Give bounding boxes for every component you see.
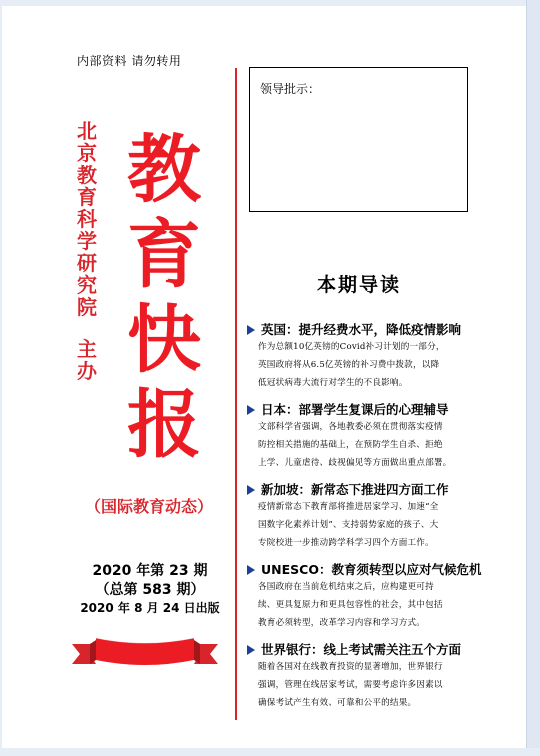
body-line: 疫情新常态下教育部将推进居家学习、加速“全 [258,502,439,512]
guide-item [247,402,487,472]
approval-box [249,67,468,212]
guide-item-heading: 新加坡：新常态下推进四方面工作 [261,482,449,497]
guide-item-heading: 日本：部署学生复课后的心理辅导 [261,402,449,417]
guide-item-body [258,498,487,552]
triangle-bullet-icon [247,325,255,335]
internal-notice: 内部资料 请勿转用 [77,54,182,68]
triangle-bullet-icon [247,485,255,495]
sponsor-role: 主办 [77,337,97,383]
triangle-bullet-icon [247,405,255,415]
triangle-bullet-icon [247,645,255,655]
body-line: 确保考试产生有效、可靠和公平的结果。 [258,698,417,708]
body-line: 国数字化素养计划”、支持弱势家庭的孩子、大 [258,520,439,530]
divider-line [235,68,237,720]
body-line: 续、更具复原力和更具包容性的社会，其中包括 [258,600,443,610]
body-line: 教育必须转型，改革学习内容和学习方式。 [258,618,426,628]
masthead-char: 教 [127,127,201,213]
guide-title: 本期导读 [316,274,401,296]
guide-item-heading: 英国：提升经费水平，降低疫情影响 [261,322,462,337]
page-frame-left [0,0,2,756]
issue-date: 2020 年 8 月 24 日出版 [80,601,220,615]
approval-label: 领导批示： [260,82,321,96]
guide-item-body [258,418,487,472]
body-line: 强调，管理在线居家考试，需要考虑许多因素以 [258,680,443,690]
guide-item-body [258,578,487,632]
guide-item [247,322,487,392]
body-line: 上学、儿童虐待、歧视偏见等方面做出重点部署。 [258,458,452,468]
body-line: 英国政府将从6.5亿英镑的补习费中拨款，以降 [258,360,440,370]
issue-total: （总第 583 期） [95,582,205,598]
masthead-subtitle: （国际教育动态） [84,497,213,516]
masthead-char: 报 [127,382,201,468]
guide-item [247,642,487,712]
guide-item-body [258,658,487,712]
body-line: 防控相关措施的基础上，在预防学生自杀、拒绝 [258,440,443,450]
page-frame-top [0,0,540,6]
masthead-title [114,128,214,468]
guide-list [247,322,487,722]
masthead-char: 育 [127,212,201,298]
issue-number: 2020 年第 23 期 [92,563,208,579]
guide-item [247,562,487,632]
body-line: 作为总额10亿英镑的Covid补习计划的一部分， [258,342,445,352]
guide-item [247,482,487,552]
body-line: 各国政府在当前危机结束之后，应构建更可持 [258,582,434,592]
guide-item-heading: 世界银行：线上考试需关注五个方面 [261,642,462,657]
body-line: 随着各国对在线教育投资的显著增加，世界银行 [258,662,443,672]
body-line: 专院校进一步推动跨学科学习四个方面工作。 [258,538,434,548]
guide-item-body [258,338,487,392]
issue-info [66,562,234,617]
ribbon-ornament [70,632,220,674]
page-frame-bottom [0,748,540,756]
masthead-char: 快 [127,297,201,383]
triangle-bullet-icon [247,565,255,575]
sponsor-org: 北京教育科学研究院 [77,119,97,319]
guide-item-heading: UNESCO：教育须转型以应对气候危机 [261,562,482,577]
sponsor-block [76,120,98,382]
body-line: 文部科学省强调，各地教委必须在贯彻落实疫情 [258,422,443,432]
page-frame-right [526,0,540,756]
body-line: 低冠状病毒大流行对学生的不良影响。 [258,378,408,388]
